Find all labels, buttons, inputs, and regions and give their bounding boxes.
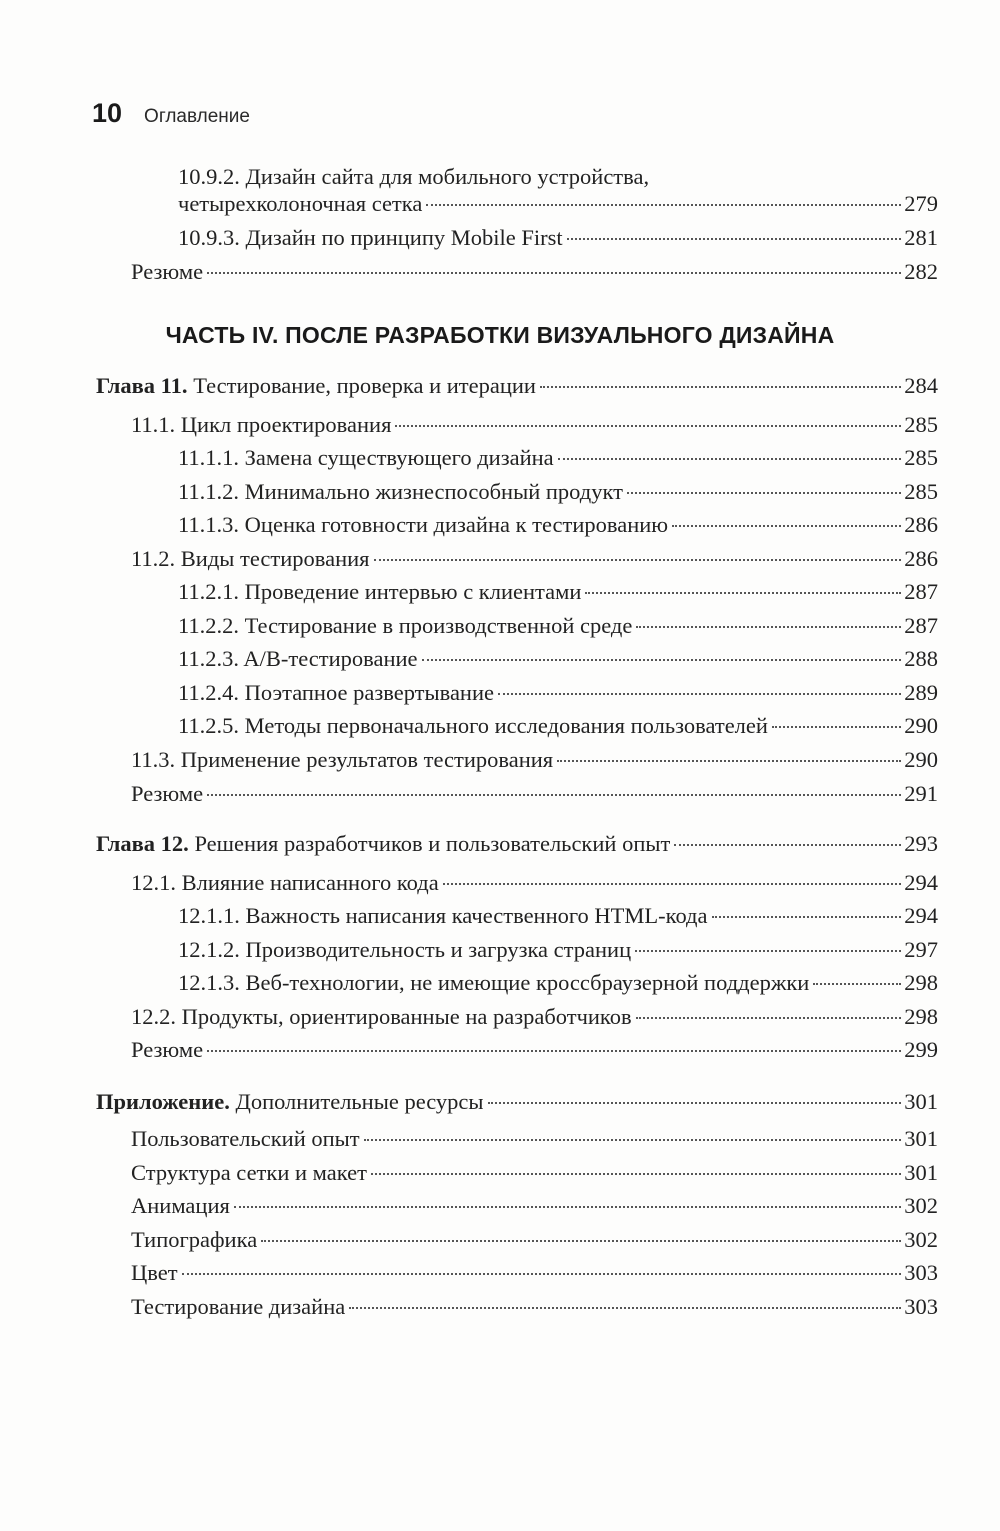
toc-page-number: 301 [904,1126,938,1151]
toc-page-number: 285 [904,412,938,437]
toc-entry[interactable] [0,1191,938,1221]
toc-chapter-12[interactable] [0,829,938,859]
leader-dots [182,1272,902,1275]
toc-page-number: 297 [904,937,938,962]
toc-page-number: 279 [904,191,938,216]
toc-entry[interactable] [0,935,938,965]
toc-entry[interactable] [0,1225,938,1255]
toc-page-number: 285 [904,479,938,504]
toc-entry-label: Цвет [131,1260,178,1285]
toc-page-number: 282 [904,259,938,284]
toc-entry-label: Анимация [131,1193,230,1218]
leader-dots [558,457,902,460]
toc-entry-label: Тестирование дизайна [131,1294,346,1319]
toc-entry-10-9-2-line1: 10.9.2. Дизайн сайта для мобильного устройства, [178,164,650,189]
toc-page-number: 299 [904,1037,938,1062]
chapter-title: Дополнительные ресурсы [235,1089,484,1114]
toc-entry[interactable] [0,968,938,998]
toc-entry-label: 12.1.2. Производительность и загрузка страниц [178,937,632,962]
toc-entry-label: 11.2.4. Поэтапное развертывание [178,680,494,705]
toc-page-number: 281 [904,225,938,250]
toc-entry[interactable] [0,544,938,574]
toc-entry-label: 11.1.2. Минимально жизнеспособный продукт [178,479,623,504]
toc-entry[interactable] [0,1258,938,1288]
toc-entry[interactable] [0,410,938,440]
chapter-prefix: Глава 12. [96,831,189,856]
toc-entry[interactable] [0,1158,938,1188]
toc-page-number: 301 [904,1089,938,1114]
toc-entry-label: Резюме [131,259,204,284]
toc-page-number: 285 [904,445,938,470]
leader-dots [772,725,901,728]
toc-entry[interactable] [0,868,938,898]
toc-page-number: 298 [904,970,938,995]
toc-entry-label: Типографика [131,1227,258,1252]
leader-dots [674,843,901,846]
leader-dots [422,658,902,661]
leader-dots [364,1138,902,1141]
toc-entry[interactable] [0,779,938,809]
toc-entry-label: 12.1.3. Веб-технологии, не имеющие кроссбраузерной поддержки [178,970,810,995]
toc-page-number: 286 [904,512,938,537]
toc-entry-label: 11.2. Виды тестирования [131,546,370,571]
leader-dots [567,237,902,240]
toc-page-number: 288 [904,646,938,671]
toc-page-number: 287 [904,613,938,638]
leader-dots [349,1306,901,1309]
leader-dots [443,882,902,885]
leader-dots [207,1049,901,1052]
toc-entry[interactable] [0,711,938,741]
chapter-title: Решения разработчиков и пользовательский опыт [194,831,671,856]
toc-entry-label: 11.2.1. Проведение интервью с клиентами [178,579,582,604]
leader-dots [426,203,901,206]
leader-dots [261,1239,901,1242]
leader-dots [374,558,902,561]
toc-entry-10-9-2[interactable] [0,189,938,219]
toc-entry-label: 12.1. Влияние написанного кода [131,870,439,895]
toc-entry-10-9-3[interactable] [0,223,938,253]
toc-page-number: 289 [904,680,938,705]
toc-page-number: 291 [904,781,938,806]
toc-chapter-11[interactable] [0,371,938,401]
toc-page-number: 298 [904,1004,938,1029]
toc-page-number: 303 [904,1260,938,1285]
chapter-title: Тестирование, проверка и итерации [193,373,536,398]
toc-page-number: 294 [904,870,938,895]
toc-entry[interactable] [0,577,938,607]
toc-entry-label: 12.1.1. Важность написания качественного HTML-кода [178,903,708,928]
toc-page-number: 294 [904,903,938,928]
toc-entry-label: 11.1.1. Замена существующего дизайна [178,445,554,470]
toc-page-number: 287 [904,579,938,604]
leader-dots [636,1016,902,1019]
toc-entry-label: Резюме [131,781,204,806]
toc-entry-label: Структура сетки и макет [131,1160,367,1185]
toc-entry[interactable] [0,510,938,540]
toc-entry-summary-10[interactable] [0,257,938,287]
toc-entry-label: 12.2. Продукты, ориентированные на разработчиков [131,1004,632,1029]
toc-entry[interactable] [0,477,938,507]
toc-entry-label: 11.1.3. Оценка готовности дизайна к тестированию [178,512,669,537]
toc-entry[interactable] [0,1002,938,1032]
toc-page-number: 293 [904,831,938,856]
toc-entry-label: 10.9.3. Дизайн по принципу Mobile First [178,225,563,250]
leader-dots [636,625,901,628]
leader-dots [672,524,901,527]
toc-appendix[interactable] [0,1087,938,1117]
leader-dots [234,1205,901,1208]
toc-entry[interactable] [0,443,938,473]
toc-entry[interactable] [0,1292,938,1322]
toc-entry[interactable] [0,1035,938,1065]
toc-page-number: 303 [904,1294,938,1319]
leader-dots [813,982,901,985]
toc-page-number: 290 [904,747,938,772]
toc-entry-label: 11.1. Цикл проектирования [131,412,392,437]
leader-dots [712,915,902,918]
page-number: 10 [92,98,123,128]
toc-entry[interactable] [0,678,938,708]
part-heading: ЧАСТЬ IV. ПОСЛЕ РАЗРАБОТКИ ВИЗУАЛЬНОГО ДИЗАЙНА [165,322,835,348]
leader-dots [635,949,901,952]
toc-page-number: 301 [904,1160,938,1185]
toc-entry-label: 11.2.5. Методы первоначального исследования пользователей [178,713,768,738]
toc-entry-label: 11.2.3. A/B-тестирование [178,646,418,671]
toc-page-number: 302 [904,1227,938,1252]
leader-dots [488,1101,902,1104]
leader-dots [395,424,901,427]
toc-entry[interactable] [0,901,938,931]
leader-dots [540,385,901,388]
toc-page-number: 284 [904,373,938,398]
leader-dots [627,491,901,494]
toc-entry-label: Пользовательский опыт [131,1126,360,1151]
leader-dots [207,793,901,796]
chapter-prefix: Приложение. [96,1089,230,1114]
toc-entry[interactable] [0,1124,938,1154]
running-title: Оглавление [144,106,250,127]
leader-dots [557,759,901,762]
chapter-prefix: Глава 11. [96,373,188,398]
toc-page-number: 286 [904,546,938,571]
toc-page-number: 290 [904,713,938,738]
toc-entry[interactable] [0,611,938,641]
toc-entry-label: 11.2.2. Тестирование в производственной среде [178,613,633,638]
toc-page-number: 302 [904,1193,938,1218]
toc-chapter-label [96,829,670,859]
toc-entry-label: четырехколоночная сетка [178,191,423,216]
leader-dots [207,271,901,274]
leader-dots [585,591,901,594]
toc-chapter-label [96,371,536,401]
leader-dots [371,1172,901,1175]
leader-dots [498,692,901,695]
toc-entry[interactable] [0,745,938,775]
toc-chapter-label [96,1087,484,1117]
toc-entry[interactable] [0,644,938,674]
toc-entry-label: Резюме [131,1037,204,1062]
toc-entry-label: 11.3. Применение результатов тестирования [131,747,554,772]
